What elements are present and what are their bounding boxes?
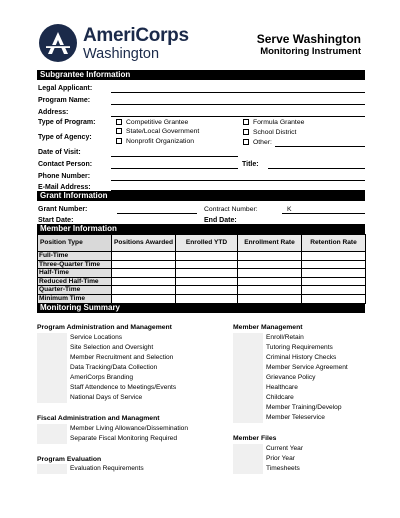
table-cell[interactable] xyxy=(238,286,302,295)
table-cell[interactable] xyxy=(112,277,176,286)
school-district-option: School District xyxy=(253,129,297,136)
table-cell[interactable] xyxy=(302,252,366,261)
other-agency-field[interactable] xyxy=(275,146,365,147)
table-cell[interactable] xyxy=(176,252,238,261)
summary-item[interactable] xyxy=(70,434,177,444)
section-header-member: Member Information xyxy=(37,224,365,234)
summary-item[interactable] xyxy=(266,353,336,363)
rating-box[interactable] xyxy=(233,393,263,403)
summary-heading-member-files: Member Files xyxy=(233,435,277,442)
rating-box[interactable] xyxy=(233,373,263,383)
nonprofit-organization-checkbox[interactable] xyxy=(116,138,122,144)
summary-item-label: Current Year xyxy=(266,445,304,452)
rating-box[interactable] xyxy=(233,464,263,474)
table-row xyxy=(38,252,366,261)
table-cell[interactable] xyxy=(176,269,238,278)
email-address-label: E-Mail Address: xyxy=(38,184,91,191)
summary-item-label: Healthcare xyxy=(266,384,298,391)
state-local-government-option: State/Local Government xyxy=(126,128,200,135)
summary-item-label: Prior Year xyxy=(266,455,295,462)
table-cell[interactable] xyxy=(176,260,238,269)
date-of-visit-label: Date of Visit: xyxy=(38,149,81,156)
table-cell[interactable] xyxy=(112,269,176,278)
school-district-checkbox[interactable] xyxy=(243,129,249,135)
table-cell[interactable] xyxy=(176,286,238,295)
summary-item-label: Tutoring Requirements xyxy=(266,344,333,351)
summary-item-label: Member Recruitment and Selection xyxy=(70,354,174,361)
rating-box[interactable] xyxy=(233,454,263,464)
summary-item-label: AmeriCorps Branding xyxy=(70,374,134,381)
rating-box[interactable] xyxy=(233,403,263,413)
column-header: Positions Awarded xyxy=(112,235,176,252)
summary-item[interactable] xyxy=(70,343,153,353)
legal-applicant-label: Legal Applicant: xyxy=(38,85,93,92)
title-sub: Monitoring Instrument xyxy=(260,46,361,57)
table-cell[interactable] xyxy=(112,252,176,261)
table-cell[interactable] xyxy=(302,277,366,286)
table-row xyxy=(38,294,366,303)
summary-item[interactable] xyxy=(266,413,325,423)
section-header-summary: Monitoring Summary xyxy=(37,303,365,313)
section-header-subgrantee: Subgrantee Information xyxy=(37,70,365,80)
summary-item[interactable] xyxy=(70,373,133,383)
other-agency-checkbox[interactable] xyxy=(243,139,249,145)
type-of-program-label: Type of Program: xyxy=(38,119,96,126)
table-cell[interactable] xyxy=(176,294,238,303)
summary-item-label: Timesheets xyxy=(266,465,300,472)
summary-item-label: Member Service Agreement xyxy=(266,364,348,371)
summary-item[interactable] xyxy=(70,424,188,434)
address-field[interactable] xyxy=(111,116,365,117)
table-cell[interactable] xyxy=(112,294,176,303)
position-type-cell: Reduced Half-Time xyxy=(38,277,112,286)
state-local-government-checkbox[interactable] xyxy=(116,128,122,134)
summary-item[interactable] xyxy=(266,464,300,474)
summary-item[interactable] xyxy=(70,383,176,393)
summary-item-label: Criminal History Checks xyxy=(266,354,337,361)
member-information-table xyxy=(37,234,366,304)
table-cell[interactable] xyxy=(238,260,302,269)
document-title xyxy=(257,32,361,58)
other-agency-option: Other: xyxy=(253,139,272,146)
summary-item[interactable] xyxy=(70,353,173,363)
summary-item[interactable] xyxy=(266,343,333,353)
table-cell[interactable] xyxy=(302,260,366,269)
summary-heading-fiscal: Fiscal Administration and Managment xyxy=(37,415,160,422)
phone-number-label: Phone Number: xyxy=(38,173,91,180)
rating-box[interactable] xyxy=(37,363,67,373)
table-row xyxy=(38,260,366,269)
contract-number-field[interactable] xyxy=(282,213,365,214)
rating-box[interactable] xyxy=(37,424,67,434)
position-type-cell: Full-Time xyxy=(38,252,112,261)
rating-box[interactable] xyxy=(233,343,263,353)
column-header: Enrolled YTD xyxy=(176,235,238,252)
summary-item-label: Separate Fiscal Monitoring Required xyxy=(70,435,178,442)
summary-item-label: Member Living Allowance/Dissemination xyxy=(70,425,189,432)
table-cell[interactable] xyxy=(238,252,302,261)
summary-item[interactable] xyxy=(70,393,142,403)
table-cell[interactable] xyxy=(302,269,366,278)
summary-item-label: National Days of Service xyxy=(70,394,143,401)
table-cell[interactable] xyxy=(112,260,176,269)
table-cell[interactable] xyxy=(238,277,302,286)
contact-person-label: Contact Person: xyxy=(38,161,93,168)
position-type-cell: Minimum Time xyxy=(38,294,112,303)
summary-item[interactable] xyxy=(266,403,342,413)
summary-item-label: Service Locations xyxy=(70,334,123,341)
table-cell[interactable] xyxy=(302,294,366,303)
table-cell[interactable] xyxy=(112,286,176,295)
summary-item[interactable] xyxy=(70,464,144,474)
summary-item[interactable] xyxy=(266,393,294,403)
grant-number-label: Grant Number: xyxy=(38,206,88,213)
rating-box[interactable] xyxy=(37,373,67,383)
contact-person-field[interactable] xyxy=(111,168,238,169)
summary-item-label: Site Selection and Oversight xyxy=(70,344,154,351)
summary-item-label: Member Training/Develop xyxy=(266,404,342,411)
start-date-label: Start Date: xyxy=(38,217,74,224)
summary-item[interactable] xyxy=(266,333,304,343)
program-name-label: Program Name: xyxy=(38,97,91,104)
rating-box[interactable] xyxy=(37,383,67,393)
type-of-agency-label: Type of Agency: xyxy=(38,134,92,141)
position-type-cell: Quarter-Time xyxy=(38,286,112,295)
formula-grantee-option: Formula Grantee xyxy=(253,119,305,126)
summary-item-label: Evaluation Requirements xyxy=(70,465,144,472)
summary-item[interactable] xyxy=(70,363,157,373)
rating-box[interactable] xyxy=(37,393,67,403)
competitive-grantee-checkbox[interactable] xyxy=(116,119,122,125)
date-of-visit-field[interactable] xyxy=(111,156,238,157)
summary-item[interactable] xyxy=(70,333,122,343)
program-name-field[interactable] xyxy=(111,104,365,105)
rating-box[interactable] xyxy=(233,333,263,343)
column-header: Retention Rate xyxy=(302,235,366,252)
end-date-label: End Date: xyxy=(204,217,237,224)
logo-line-2: Washington xyxy=(83,46,160,62)
table-cell[interactable] xyxy=(238,294,302,303)
rating-box[interactable] xyxy=(37,333,67,343)
competitive-grantee-option: Competitive Grantee xyxy=(126,119,189,126)
summary-item-label: Childcare xyxy=(266,394,294,401)
rating-box[interactable] xyxy=(233,363,263,373)
grant-number-field[interactable] xyxy=(117,213,197,214)
summary-item[interactable] xyxy=(266,454,295,464)
table-row xyxy=(38,269,366,278)
summary-item-label: Data Tracking/Data Collection xyxy=(70,364,158,371)
column-header: Position Type xyxy=(38,235,112,252)
rating-box[interactable] xyxy=(37,434,67,444)
summary-item-label: Staff Attendence to Meetings/Events xyxy=(70,384,177,391)
title-label: Title: xyxy=(242,161,259,168)
title-main: Serve Washington xyxy=(256,32,361,46)
formula-grantee-checkbox[interactable] xyxy=(243,119,249,125)
rating-box[interactable] xyxy=(233,413,263,423)
position-type-cell: Half-Time xyxy=(38,269,112,278)
americorps-a-icon xyxy=(39,24,77,62)
table-row xyxy=(38,286,366,295)
logo-line-1: AmeriCorps xyxy=(83,25,189,46)
contract-number-value: K xyxy=(287,206,292,213)
summary-heading-member-management: Member Management xyxy=(233,324,303,331)
rating-box[interactable] xyxy=(37,353,67,363)
phone-number-field[interactable] xyxy=(111,180,365,181)
rating-box[interactable] xyxy=(233,383,263,393)
nonprofit-organization-option: Nonprofit Organization xyxy=(126,138,195,145)
title-field[interactable] xyxy=(268,168,365,169)
table-header-row xyxy=(38,235,366,252)
summary-item[interactable] xyxy=(266,444,303,454)
rating-box[interactable] xyxy=(233,444,263,454)
table-cell[interactable] xyxy=(176,277,238,286)
americorps-logo xyxy=(39,24,189,64)
rating-box[interactable] xyxy=(37,464,67,474)
summary-item-label: Member Teleservice xyxy=(266,414,325,421)
table-cell[interactable] xyxy=(238,269,302,278)
summary-item[interactable] xyxy=(266,363,348,373)
table-cell[interactable] xyxy=(302,286,366,295)
contract-number-label: Contract Number: xyxy=(204,206,258,213)
address-label: Address: xyxy=(38,109,69,116)
rating-box[interactable] xyxy=(233,353,263,363)
rating-box[interactable] xyxy=(37,343,67,353)
legal-applicant-field[interactable] xyxy=(111,92,365,93)
summary-item[interactable] xyxy=(266,373,315,383)
summary-item-label: Grievance Policy xyxy=(266,374,316,381)
summary-item-label: Enroll/Retain xyxy=(266,334,304,341)
summary-heading-evaluation: Program Evaluation xyxy=(37,456,102,463)
summary-heading-program-admin: Program Administration and Management xyxy=(37,324,172,331)
position-type-cell: Three-Quarter Time xyxy=(38,260,112,269)
section-header-grant: Grant Information xyxy=(37,191,365,201)
table-row xyxy=(38,277,366,286)
column-header: Enrollment Rate xyxy=(238,235,302,252)
summary-item[interactable] xyxy=(266,383,298,393)
